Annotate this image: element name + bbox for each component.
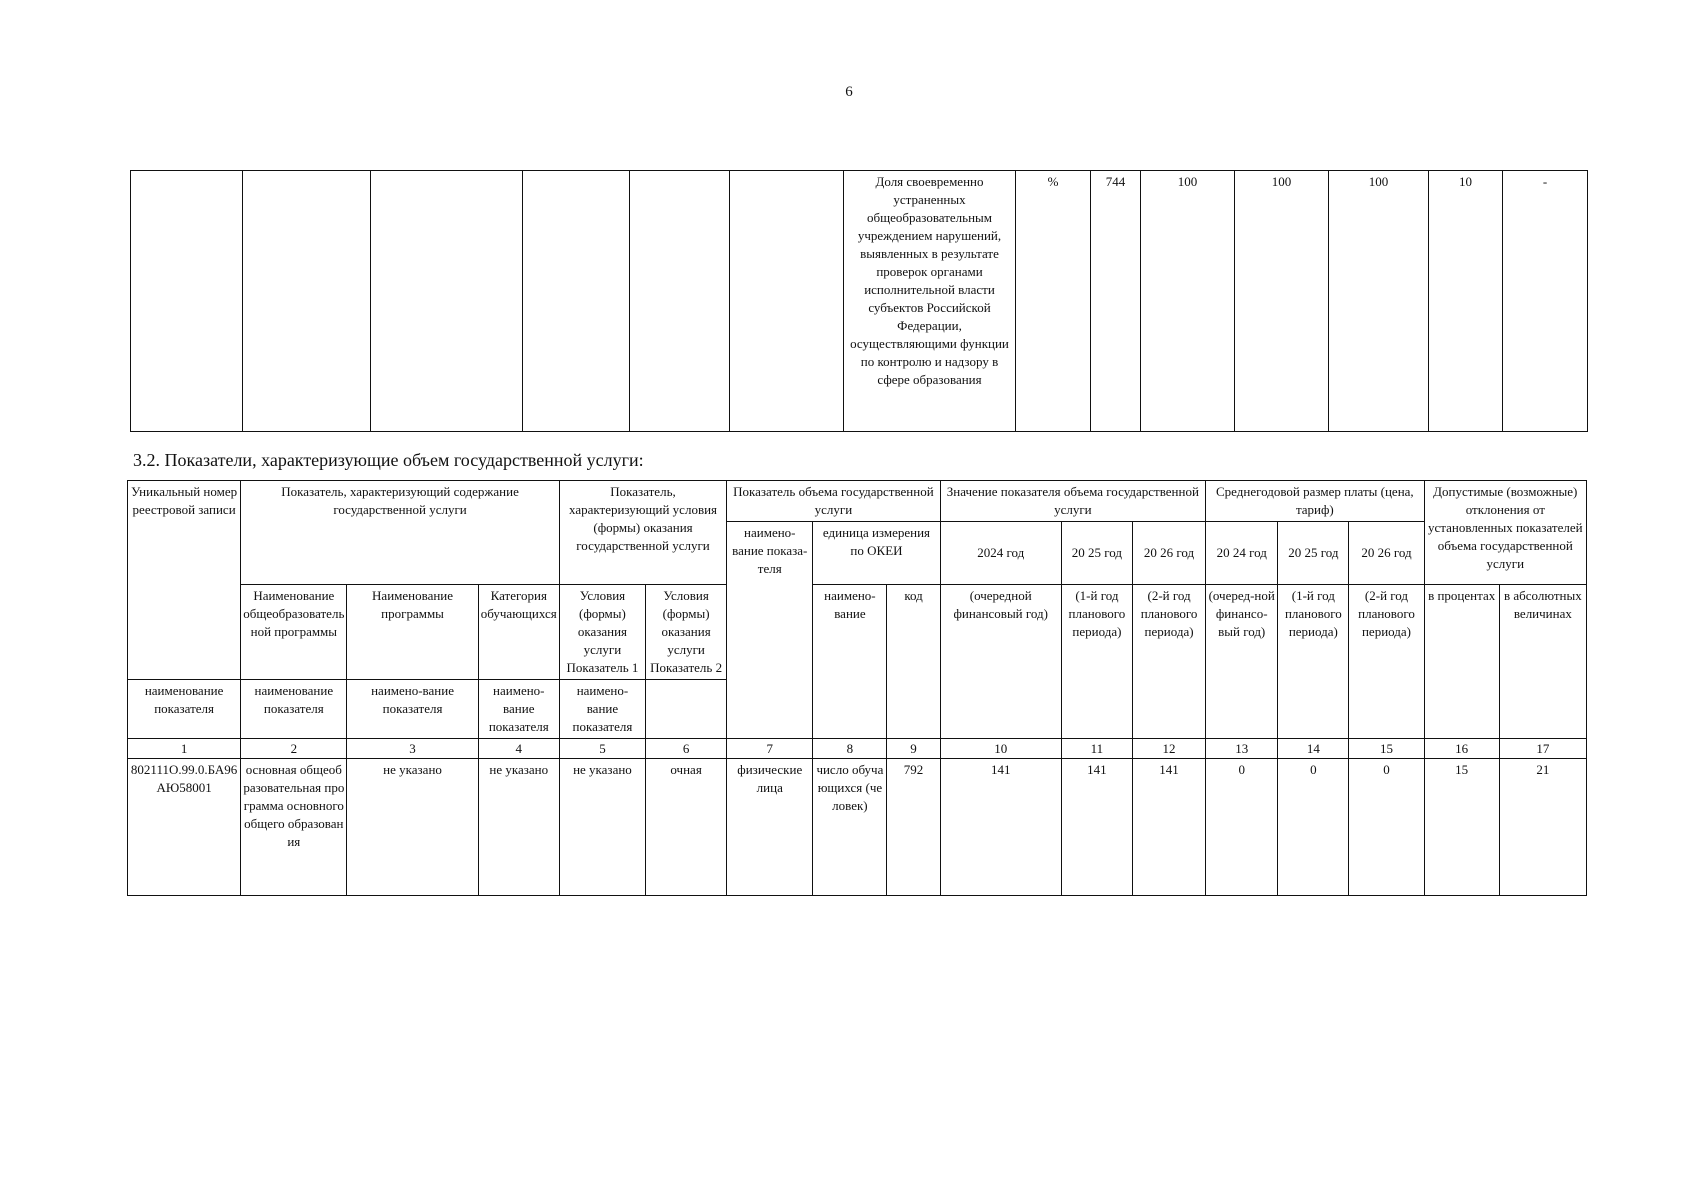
column-number: 5 (559, 739, 645, 759)
row-category: не указано (478, 759, 559, 896)
continuation-table (130, 170, 1588, 432)
header-volume-unit: единица измерения по ОКЕИ (813, 522, 940, 585)
header-unit-name: наимено-вание (813, 585, 887, 739)
row-registry-number: 802111О.99.0.БА96АЮ58001 (128, 759, 241, 896)
continuation-row (131, 171, 1588, 432)
header-fee-2024: 20 24 год (1206, 522, 1278, 585)
header-content-category: Категория обучающихся (478, 585, 559, 680)
column-number: 7 (727, 739, 813, 759)
header-conditions-group: Показатель, характеризующий условия (формы) оказания государственной услуги (559, 481, 726, 585)
empty-cell (523, 171, 630, 432)
header-value-group: Значение показателя объема государственной услуги (940, 481, 1206, 522)
header-value-2024-sub: (очередной финансовый год) (940, 585, 1061, 739)
row-volume-name: физические лица (727, 759, 813, 896)
volume-table (127, 480, 1587, 896)
header-condition-2: Условия (формы) оказания услуги Показатель 2 (646, 585, 727, 680)
row-fee-2026: 0 (1349, 759, 1424, 896)
column-numbers-row (128, 739, 1587, 759)
column-number: 1 (128, 739, 241, 759)
header-registry: Уникальный номер реестровой записи (128, 481, 241, 680)
column-number: 8 (813, 739, 887, 759)
header-indicator-name-3: наимено-вание показателя (347, 680, 478, 739)
column-number: 16 (1424, 739, 1499, 759)
row-value-2025: 141 (1061, 759, 1132, 896)
header-fee-2024-sub: (очеред-ной финансо-вый год) (1206, 585, 1278, 739)
row-program: основная общеобразовательная программа основного общего образования (241, 759, 347, 896)
column-number: 11 (1061, 739, 1132, 759)
quality-deviation-abs: - (1503, 171, 1588, 432)
header-deviation-percent: в процентах (1424, 585, 1499, 739)
header-value-2025: 20 25 год (1061, 522, 1132, 585)
row-deviation-percent: 15 (1424, 759, 1499, 896)
row-deviation-abs: 21 (1499, 759, 1586, 896)
header-fee-group: Среднегодовой размер платы (цена, тариф) (1206, 481, 1424, 522)
empty-cell (371, 171, 523, 432)
header-condition-1: Условия (формы) оказания услуги Показатель 1 (559, 585, 645, 680)
row-condition-2: очная (646, 759, 727, 896)
column-number: 2 (241, 739, 347, 759)
section-title: 3.2. Показатели, характеризующие объем государственной услуги: (133, 450, 644, 470)
column-number: 17 (1499, 739, 1586, 759)
header-value-2025-sub: (1-й год планового периода) (1061, 585, 1132, 739)
row-unit-code: 792 (887, 759, 940, 896)
header-content-group: Показатель, характеризующий содержание государственной услуги (241, 481, 560, 585)
column-number: 10 (940, 739, 1061, 759)
header-fee-2026-sub: (2-й год планового периода) (1349, 585, 1424, 739)
row-condition-1: не указано (559, 759, 645, 896)
header-value-2026: 20 26 год (1132, 522, 1205, 585)
quality-deviation-percent: 10 (1429, 171, 1503, 432)
column-number: 12 (1132, 739, 1205, 759)
header-indicator-name-2: наименование показателя (241, 680, 347, 739)
header-indicator-name-5: наимено-вание показателя (559, 680, 645, 739)
header-value-2026-sub: (2-й год планового периода) (1132, 585, 1205, 739)
header-content-program: Наименование общеобразовательной программы (241, 585, 347, 680)
header-row-1 (128, 481, 1587, 522)
header-volume-name: наимено-вание показа-теля (727, 522, 813, 739)
header-fee-2025: 20 25 год (1278, 522, 1349, 585)
quality-value-2026: 100 (1329, 171, 1429, 432)
header-fee-2025-sub: (1-й год планового периода) (1278, 585, 1349, 739)
column-number: 15 (1349, 739, 1424, 759)
empty-cell (131, 171, 243, 432)
row-value-2024: 141 (940, 759, 1061, 896)
column-number: 14 (1278, 739, 1349, 759)
quality-value-2025: 100 (1235, 171, 1329, 432)
column-number: 13 (1206, 739, 1278, 759)
row-fee-2025: 0 (1278, 759, 1349, 896)
row-unit-name: число обучающихся (человек) (813, 759, 887, 896)
empty-cell (630, 171, 730, 432)
empty-cell (730, 171, 844, 432)
header-unit-code: код (887, 585, 940, 739)
header-value-2024: 2024 год (940, 522, 1061, 585)
row-value-2026: 141 (1132, 759, 1205, 896)
quality-okei-code: 744 (1091, 171, 1141, 432)
page-number: 6 (845, 84, 853, 100)
column-number: 6 (646, 739, 727, 759)
column-number: 3 (347, 739, 478, 759)
row-fee-2024: 0 (1206, 759, 1278, 896)
column-number: 9 (887, 739, 940, 759)
quality-value-2024: 100 (1141, 171, 1235, 432)
quality-indicator-name: Доля своевременно устраненных общеобразовательным учреждением нарушений, выявленных в результате проверок органами исполнительной власти субъектов Российской Федерации, осуществляющими функции по контролю и надзору в сфере образования (844, 171, 1016, 432)
table-row (128, 759, 1587, 896)
header-row-3 (128, 585, 1587, 680)
header-deviation-group: Допустимые (возможные) отклонения от установленных показателей объема государственной услуги (1424, 481, 1586, 585)
header-content-program-name: Наименование программы (347, 585, 478, 680)
header-fee-2026: 20 26 год (1349, 522, 1424, 585)
header-indicator-name-4: наимено-вание показателя (478, 680, 559, 739)
column-number: 4 (478, 739, 559, 759)
row-program-name: не указано (347, 759, 478, 896)
quality-unit-name: % (1016, 171, 1091, 432)
empty-cell (243, 171, 371, 432)
header-indicator-name-1: наименование показателя (128, 680, 241, 739)
header-deviation-abs: в абсолютных величинах (1499, 585, 1586, 739)
header-volume-group: Показатель объема государственной услуги (727, 481, 940, 522)
